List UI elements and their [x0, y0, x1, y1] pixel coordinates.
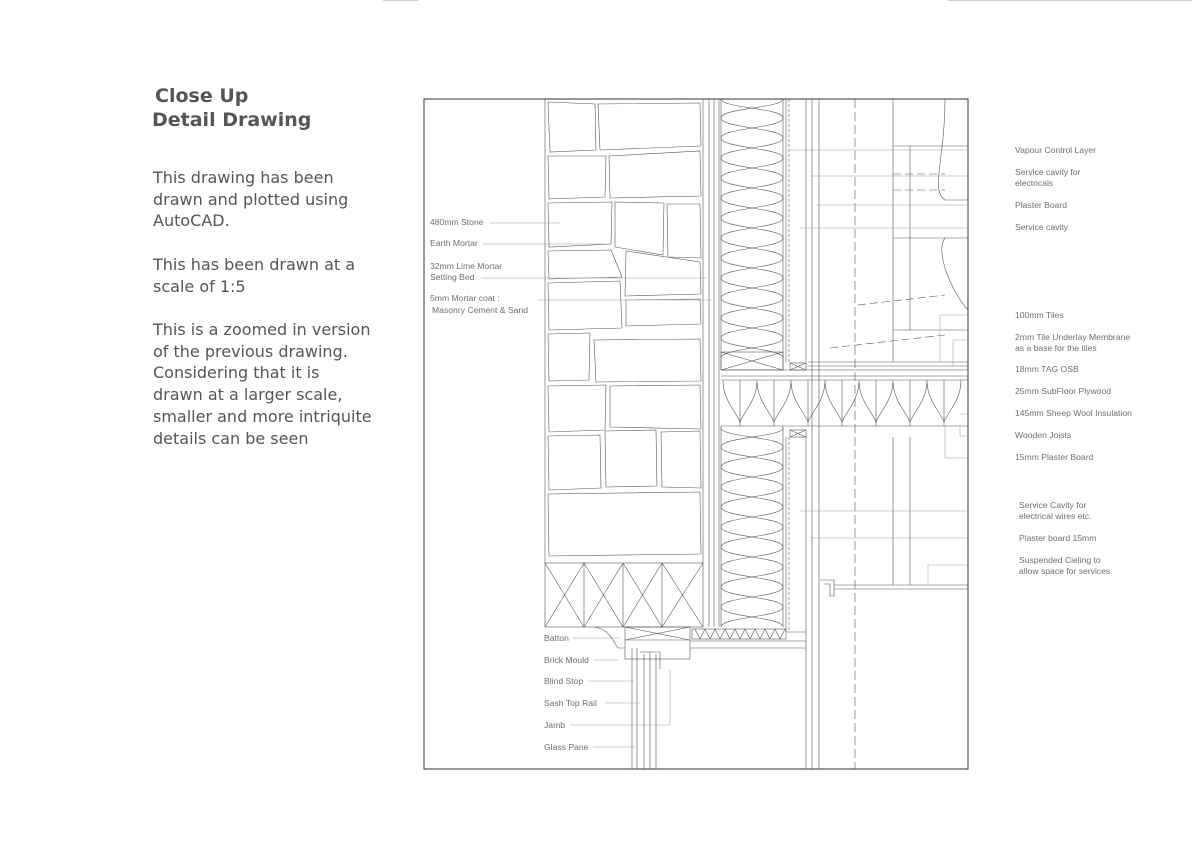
label-plaster-15-low: Plaster board 15mm	[1019, 533, 1097, 543]
title-line-1: Close Up	[155, 85, 249, 107]
suspended-ceiling	[820, 580, 968, 596]
title-line-2: Detail Drawing	[152, 109, 312, 131]
label-earth-mortar: Earth Mortar	[430, 238, 478, 248]
wall-insulation-lower	[721, 426, 783, 627]
label-tiles: 100mm Tiles	[1015, 310, 1064, 320]
window-head	[595, 627, 806, 769]
stone-wall	[545, 99, 703, 627]
label-lime-mortar-1: 32mm Lime Mortar	[430, 261, 503, 271]
label-service-electricals-2: electricals	[1015, 178, 1054, 188]
label-cavity-wires-2: electrical wires etc.	[1019, 511, 1092, 521]
label-plaster-board: Plaster Board	[1015, 200, 1068, 210]
label-sash-top-rail: Sash Top Rail	[544, 698, 597, 708]
label-service-electricals-1: Service cavity for	[1015, 167, 1081, 177]
label-osb: 18mm TAG OSB	[1015, 364, 1079, 374]
label-membrane-2: as a base for the tiles	[1015, 343, 1097, 353]
wall-insulation-upper	[721, 99, 783, 370]
label-stone: 480mm Stone	[430, 217, 484, 227]
label-mortar-coat-1: 5mm Mortar coat :	[430, 293, 500, 303]
label-blind-stop: Blind Stop	[544, 676, 584, 686]
interior-partition	[786, 99, 968, 769]
label-jamb: Jamb	[544, 720, 566, 730]
drawing-frame	[424, 99, 968, 769]
label-wool: 145mm Sheep Wool Insulation	[1015, 408, 1132, 418]
label-mortar-coat-2: Masonry Cement & Sand	[432, 305, 529, 315]
label-cavity-wires-1: Service Cavity for	[1019, 500, 1087, 510]
label-membrane-1: 2mm Tile Underlay Membrane	[1015, 332, 1131, 342]
label-plaster-15-top: 15mm Plaster Board	[1015, 452, 1094, 462]
floor-build-up	[721, 362, 968, 437]
label-vapour-control: Vapour Control Layer	[1015, 145, 1097, 155]
label-service-cavity: Service cavity	[1015, 222, 1069, 232]
label-plywood: 25mm SubFloor Plywood	[1015, 386, 1112, 396]
mortar-layers	[709, 99, 719, 627]
description-paragraph-2: This has been drawn at a scale of 1:5	[153, 255, 356, 296]
description-paragraph-1: This drawing has been drawn and plotted using AutoCAD.	[153, 168, 349, 231]
label-glass-pane: Glass Pane	[544, 742, 589, 752]
label-batton: Batton	[544, 633, 569, 643]
label-lime-mortar-2: Setting Bed	[430, 272, 475, 282]
label-ceiling-1: Suspended Cieling to	[1019, 555, 1101, 565]
label-ceiling-2: allow space for services	[1019, 566, 1111, 576]
description-paragraph-3: This is a zoomed in version of the previous drawing. Considering that it is drawn at a larger scale, smaller and more intriquite details can be seen	[153, 320, 372, 448]
label-joists: Wooden Joists	[1015, 430, 1072, 440]
label-brick-mould: Brick Mould	[544, 655, 589, 665]
